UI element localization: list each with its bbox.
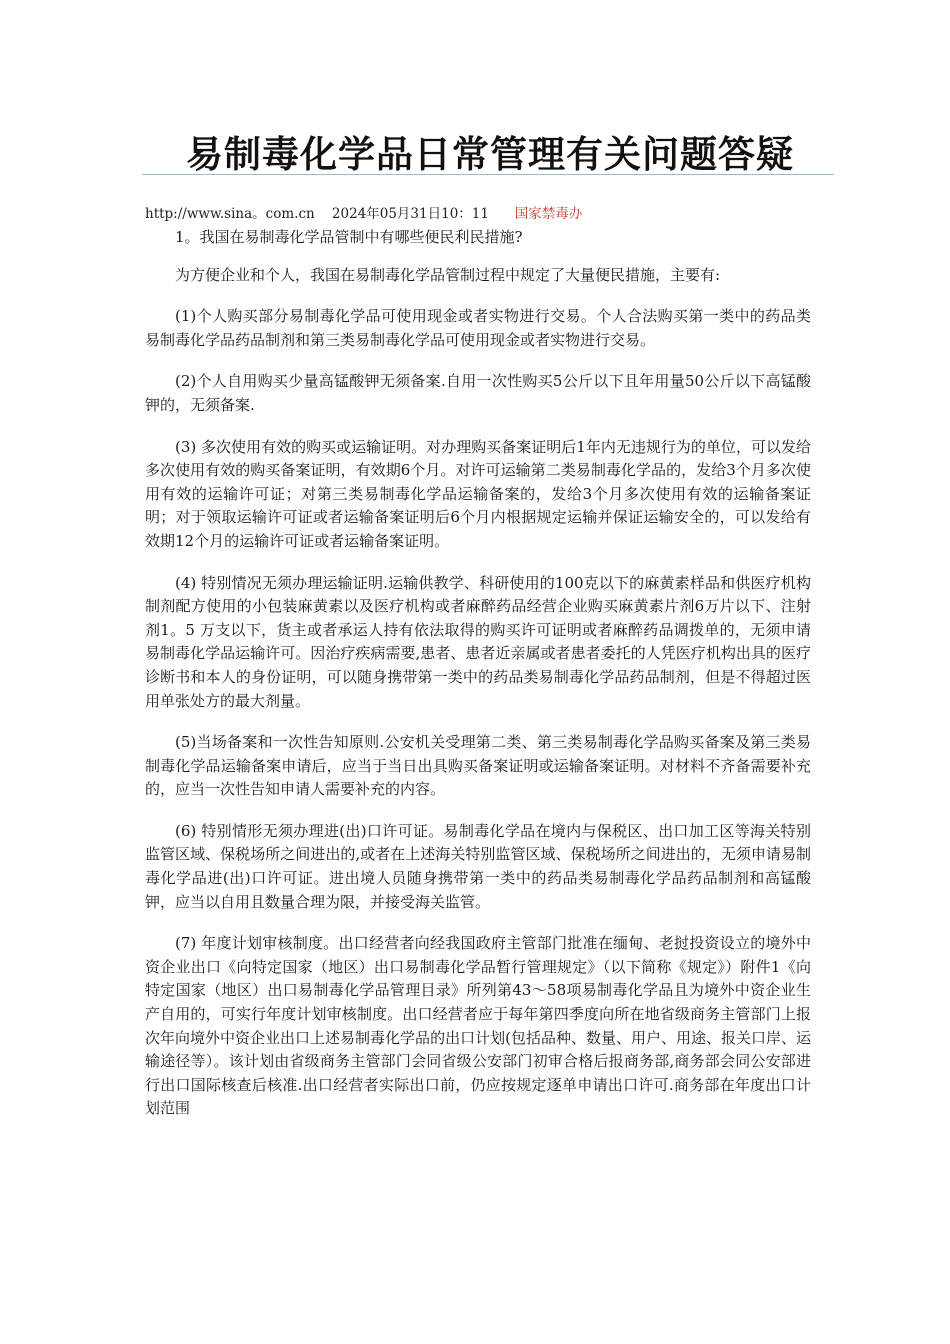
body-paragraph: (3) 多次使用有效的购买或运输证明。对办理购买备案证明后1年内无违规行为的单位，可以发给多次使用有效的购买备案证明，有效期6个月。对许可运输第二类易制毒化学品的，发给3个月多次使用有效的运输许可证；对第三类易制毒化学品运输备案的，发给3个月多次使用有效的运输备案证明；对于领取运输许可证或者运输备案证明后6个月内根据规定运输并保证运输安全的，可以发给有效期12个月的运输许可证或者运输备案证明。 <box>145 437 811 550</box>
source-url[interactable]: http://www.sina。com.cn <box>145 206 315 222</box>
body-paragraph: (6) 特别情形无须办理进(出)口许可证。易制毒化学品在境内与保税区、出口加工区等海关特别监管区域、保税场所之间进出的,或者在上述海关特别监管区域、保税场所之间进出的，无须申请易制毒化学品进(出)口许可证。进出境人员随身携带第一类中的药品类易制毒化学品药品制剂和高锰酸钾，应当以自用且数量合理为限，并接受海关监管。 <box>145 821 811 911</box>
title-divider <box>142 174 834 175</box>
body-paragraph: (7) 年度计划审核制度。出口经营者向经我国政府主管部门批准在缅甸、老挝投资设立的境外中资企业出口《向特定国家（地区）出口易制毒化学品暂行管理规定》（以下简称《规定》）附件1《向特定国家（地区）出口易制毒化学品管理目录》所列第43～58项易制毒化学品且为境外中资企业生产自用的，可实行年度计划审核制度。出口经营者应于每年第四季度向所在地省级商务主管部门上报次年向境外中资企业出口上述易制毒化学品的出口计划(包括品种、数量、用户、用途、报关口岸、运输途径等）。该计划由省级商务主管部门会同省级公安部门初审合格后报商务部,商务部会同公安部进行出口国际核查后核准.出口经营者实际出口前，仍应按规定逐单申请出口许可.商务部在年度出口计划范围 <box>145 934 811 1118</box>
body-paragraph: (1)个人购买部分易制毒化学品可使用现金或者实物进行交易。个人合法购买第一类中的药品类易制毒化学品药品制剂和第三类易制毒化学品可使用现金或者实物进行交易。 <box>145 307 811 349</box>
source-org[interactable]: 国家禁毒办 <box>514 206 583 222</box>
question-paragraph: 1。我国在易制毒化学品管制中有哪些便民利民措施? <box>175 228 523 246</box>
body-paragraph: (2)个人自用购买少量高锰酸钾无须备案.自用一次性购买5公斤以下且年用量50公斤以下高锰酸钾的，无须备案. <box>145 372 811 414</box>
article-meta <box>145 202 582 222</box>
page-title: 易制毒化学品日常管理有关问题答疑 <box>186 132 794 176</box>
body-paragraph: (5)当场备案和一次性告知原则.公安机关受理第二类、第三类易制毒化学品购买备案及第三类易制毒化学品运输备案申请后，应当于当日出具购买备案证明或运输备案证明。对材料不齐备需要补充的，应当一次性告知申请人需要补充的内容。 <box>145 733 811 799</box>
publish-date: 2024年05月31日10：11 <box>331 206 489 222</box>
body-paragraph: 为方便企业和个人，我国在易制毒化学品管制过程中规定了大量便民措施，主要有: <box>175 265 721 284</box>
body-paragraph: (4) 特别情况无须办理运输证明.运输供教学、科研使用的100克以下的麻黄素样品和供医疗机构制剂配方使用的小包装麻黄素以及医疗机构或者麻醉药品经营企业购买麻黄素片剂6万片以下、注射剂1。5 万支以下，货主或者承运人持有依法取得的购买许可证明或者麻醉药品调拨单的，无须申请易制毒化学品运输许可。因治疗疾病需要,患者、患者近亲属或者患者委托的人凭医疗机构出具的医疗诊断书和本人的身份证明，可以随身携带第一类中的药品类易制毒化学品药品制剂，但是不得超过医用单张处方的最大剂量。 <box>145 573 811 710</box>
article-body <box>145 226 811 1139</box>
